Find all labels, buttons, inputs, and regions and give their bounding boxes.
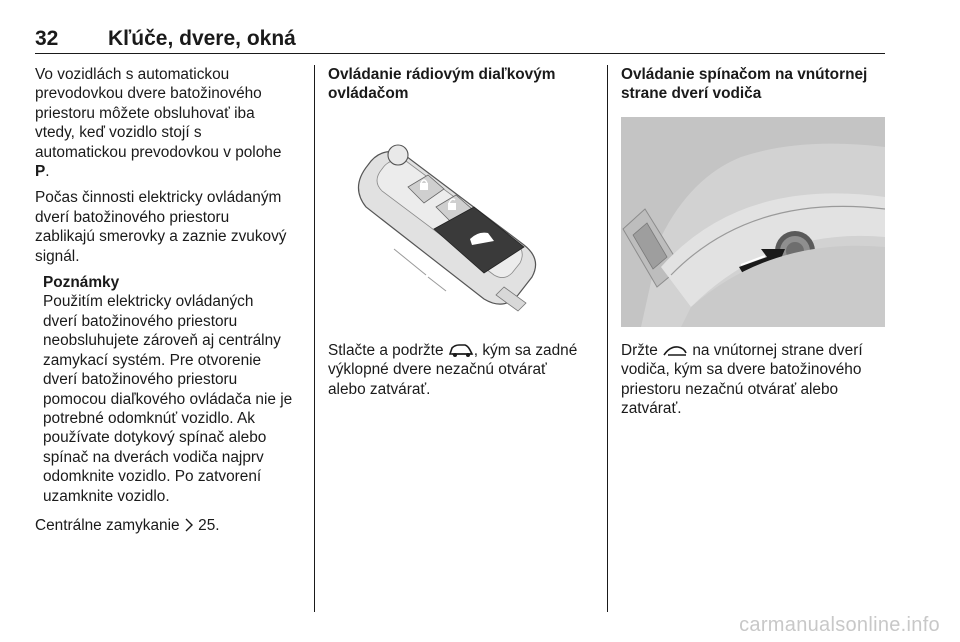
reference-text[interactable]: Centrálne zamykanie <box>35 516 180 534</box>
page-number: 32 <box>35 27 59 50</box>
remote-key-drawing <box>328 117 592 327</box>
remote-key-illustration <box>328 117 592 327</box>
reference-page[interactable]: 25. <box>198 516 220 534</box>
tailgate-switch-icon <box>662 344 688 358</box>
door-panel-drawing <box>621 117 885 327</box>
paragraph-automatic-transmission: Vo vozidlách s automatickou prevodovkou dvere batožinového priestoru môžete obsluhovať iba vtedy, keď vozidlo stojí s automatickou prevodovkou v polohe P. <box>35 66 282 181</box>
note-box: Poznámky Použitím elektricky ovládaných dverí batožinového priestoru neobsluhujete zároveň aj centrálny zamykací systém. Pre otvorenie dverí batožinového priestoru pomocou diaľkového ovládača nie je potrebné odomknúť vozidlo. Ak používate dotykový spínač alebo spínač na dverách vodiča najprv odomknite vozidlo. Po zatvorení uzamknite vozidlo. <box>43 273 305 506</box>
column-divider-2 <box>607 65 608 612</box>
door-switch-instruction: Držte na vnútornej strane dverí vodiča, kým sa dvere batožinového priestoru nezačnú otvárať alebo zatvárať. <box>621 342 863 418</box>
door-switch-photo <box>621 117 885 327</box>
section-heading-door-switch: Ovládanie spínačom na vnútornej strane dverí vodiča <box>621 66 868 102</box>
page-reference-arrow-icon <box>184 518 194 532</box>
page-header <box>35 27 885 54</box>
column-1 <box>35 65 305 542</box>
column-divider-1 <box>314 65 315 612</box>
cross-reference[interactable] <box>35 516 305 535</box>
paragraph-indicator-signal: Počas činnosti elektricky ovládaným dverí batožinového priestoru zablikajú smerovky a zaznie zvukový signál. <box>35 189 287 265</box>
chapter-title: Kľúče, dvere, okná <box>108 27 296 50</box>
section-heading-remote: Ovládanie rádiovým diaľkovým ovládačom <box>328 66 556 102</box>
gear-position-p: P <box>35 163 46 181</box>
watermark: carmanualsonline.info <box>739 614 940 636</box>
column-3 <box>621 65 889 426</box>
column-2 <box>328 65 596 406</box>
tailgate-car-icon <box>448 342 474 358</box>
note-title: Poznámky <box>43 274 120 292</box>
remote-instruction: Stlačte a podržte , kým sa zadné výklopné dvere nezačnú otvárať alebo zatvárať. <box>328 342 578 398</box>
